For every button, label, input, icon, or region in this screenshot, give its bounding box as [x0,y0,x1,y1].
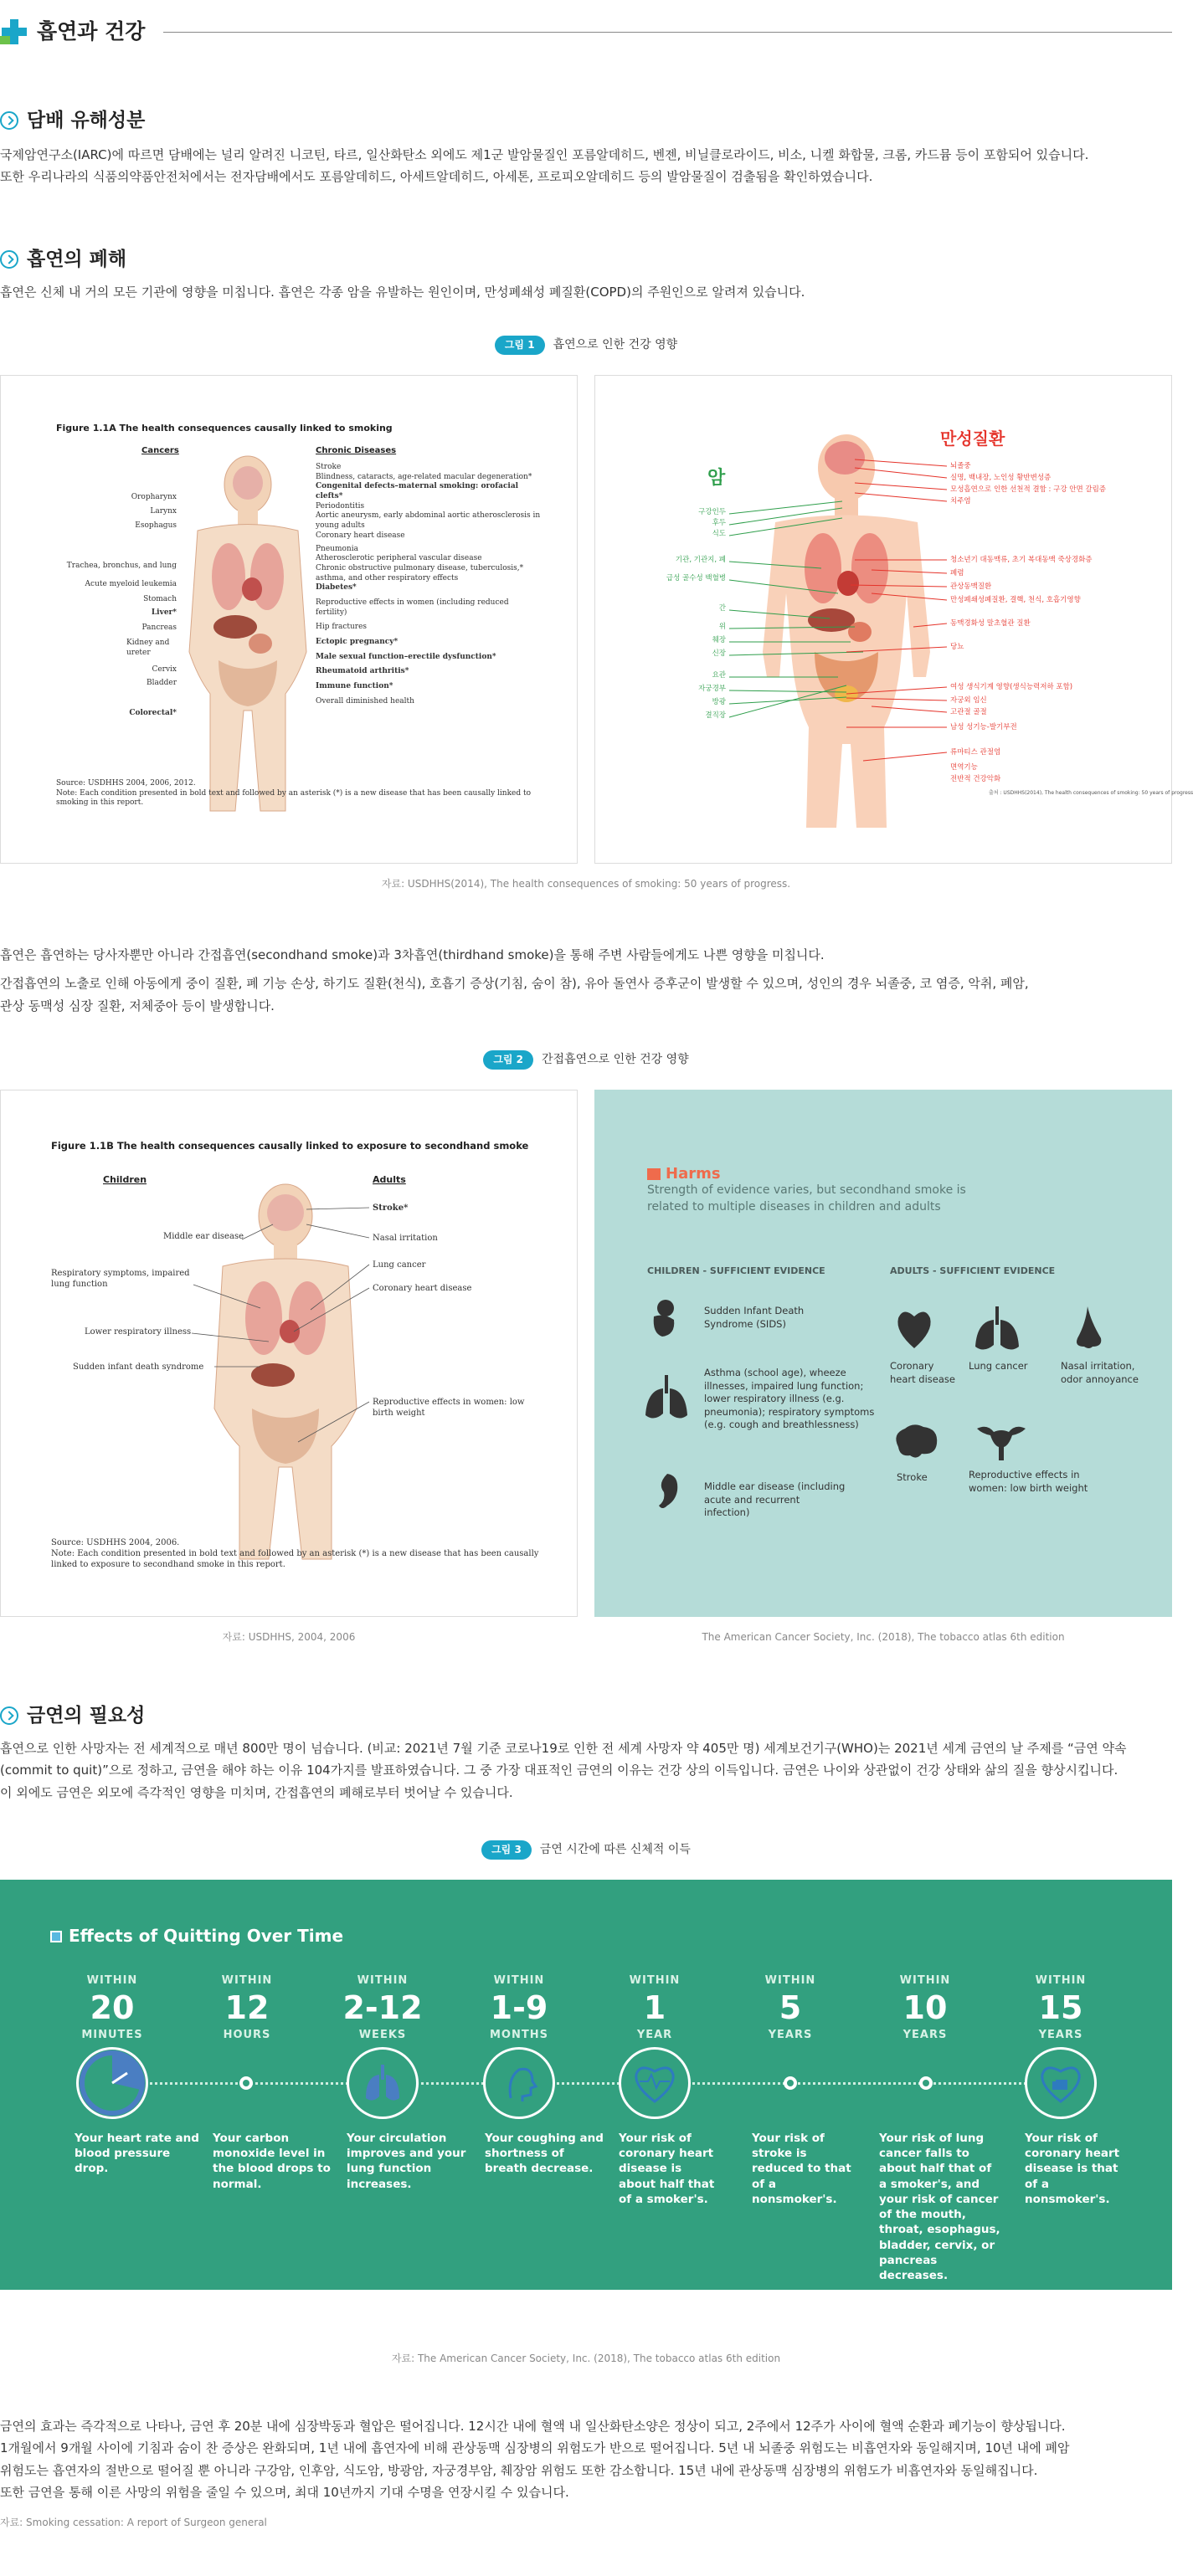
chronic-item: 관상동맥질환 [950,582,992,591]
cancer-label: Bladder [146,679,177,687]
step-within: WITHIN [1035,1974,1087,1987]
step-within: WITHIN [221,1974,273,1987]
disease-label: Immune function* [316,682,393,691]
chronic-item: 남성 성기능-발기부전 [950,723,1017,731]
step-number: 15 [1038,1988,1083,2026]
heart-pulse-icon [619,2047,691,2119]
figure-badge: 그림 1 [495,336,545,355]
cancer-item: 간 [718,604,726,613]
child-condition: Middle ear disease [162,1232,244,1241]
column-header-cancers: Cancers [141,446,179,455]
timeline-step [49,1972,175,2045]
body-line: 위험도는 흡연자의 절반으로 떨어질 뿐 아니라 구강암, 인후암, 식도암, 방광암, 자궁경부암, 췌장암 위험도 또한 감소합니다. 15년 내에 관상동맥 심장병의 위험도가 비흡연자와 동일해집니다. [0,2462,1038,2478]
chronic-diseases-list [316,463,542,706]
column-header-chronic: Chronic Diseases [316,446,397,455]
lungs-icon [644,1373,689,1424]
nose-icon [1072,1305,1106,1352]
column-header-adults: Adults [373,1174,406,1185]
figure3-caption [0,1840,1172,1860]
disease-label: Reproductive effects in women (including reduced fertility) [316,598,509,617]
disease-label: Male sexual function–erectile dysfunction* [316,652,496,661]
header-divider [163,32,1172,33]
children-item: Middle ear disease (including acute and recurrent infection) [704,1480,846,1519]
body-line: 1개월에서 9개월 사이에 기침과 숨이 찬 증상은 완화되며, 1년 내에 흡연자에 비해 관상동맥 심장병의 위험도가 반으로 떨어집니다. 5년 내 뇌졸중 위험도는 비흡연자와 동일해지며, 10년 내에 폐암 [0,2440,1070,2456]
body-line: 이 외에도 금연은 외모에 즉각적인 영향을 미치며, 간접흡연의 폐해로부터 벗어날 수 있습니다. [0,1784,513,1800]
disease-label: Blindness, cataracts, age-related macular degeneration* [316,472,532,481]
figure-caption-text: 흡연으로 인한 건강 영향 [553,338,678,352]
disease-label: Stroke [316,463,342,471]
body-line: 또한 우리나라의 식품의약품안전처에서는 전자담배에서도 포름알데히드, 아세트알데히드, 아세톤, 프로피오알데히드 등의 발암물질이 검출됨을 확인하였습니다. [0,169,873,185]
step-description: Your risk of coronary heart disease is about half that of a smoker's. [619,2132,715,2206]
heart-thumbs-up-icon [1025,2047,1097,2119]
chevron-right-icon [0,250,18,269]
adult-condition: Stroke* [373,1203,409,1213]
section1-body [0,144,1172,188]
disease-label: Rheumatoid arthritis* [316,667,409,676]
child-condition: Lower respiratory illness [85,1327,192,1337]
quitting-effects-paragraph [0,2415,1172,2503]
section2-intro [0,281,1172,303]
timeline-step [184,1972,310,2045]
cancer-item: 요관 [712,671,726,680]
chronic-item: 청소년기 대동맥류, 초기 복대동맥 죽상경화증 [950,556,1093,564]
chronic-item: 전반적 건강악화 [950,775,1001,783]
chronic-item: 폐렴 [950,569,964,577]
chronic-item: 자궁외 임신 [950,696,987,705]
step-unit: YEARS [768,2028,813,2041]
section-title-smoking-harm [0,243,126,276]
figure2-left-panel [0,1090,578,1617]
step-description: Your coughing and shortness of breath decrease. [485,2132,604,2176]
cancer-label: Pancreas [141,623,177,632]
figure2-source-right: The American Cancer Society, Inc. (2018), The tobacco atlas 6th edition [702,1631,1065,1643]
chronic-item: 당뇨 [950,643,964,651]
disease-label: Periodontitis [316,501,365,511]
label-cancer: 암 [707,468,726,489]
chronic-item: 동맥경화성 말초혈관 질환 [950,619,1031,628]
cancer-item: 기관, 기관지, 폐 [675,556,726,564]
column-header-children: Children [103,1174,147,1185]
figure-caption-text: 금연 시간에 따른 신체적 이득 [539,1843,691,1856]
step-number: 2-12 [342,1988,423,2026]
cancer-item: 급성 골수성 백혈병 [666,574,726,582]
body-illustration-korean [763,434,930,828]
adult-condition: Lung cancer [373,1260,426,1270]
child-condition: Respiratory symptoms, impaired lung function [51,1269,190,1289]
label-chronic: 만성질환 [940,428,1005,449]
body-line: 국제암연구소(IARC)에 따르면 담배에는 널리 알려진 니코틴, 타르, 일산화탄소 외에도 제1군 발암물질인 포름알데히드, 벤젠, 비닐클로라이드, 비소, 니켈 화합물, 크롬, 카드뮴 등이 포함되어 있습니다. [0,147,1089,162]
figure1-left-panel [0,375,578,864]
figure-badge: 그림 3 [481,1840,532,1860]
clock-icon [76,2047,148,2119]
cancer-item: 결직장 [705,711,726,720]
adult-item: Nasal irritation, odor annoyance [1061,1360,1139,1385]
infographic-title-text: Effects of Quitting Over Time [69,1926,344,1946]
adult-item: Stroke [897,1471,928,1483]
disease-label: Congenital defects–maternal smoking: orofacial clefts* [316,482,519,501]
body-illustration [189,456,306,811]
disease-label: Chronic obstructive pulmonary disease, tuberculosis,* asthma, and other respiratory effects [316,563,524,582]
figure1-caption [0,335,1172,356]
step-within: WITHIN [629,1974,681,1987]
cancer-label: Larynx [150,507,177,516]
harms-title: Harms [666,1165,721,1183]
step-unit: YEARS [1038,2028,1083,2041]
cancer-label: Liver* [151,608,177,617]
figure-title: Figure 1.1A The health consequences causally linked to smoking [56,423,393,434]
chevron-right-icon [0,1706,18,1725]
closing-source: 자료: Smoking cessation: A report of Surgeon general [0,2517,267,2528]
adult-item: Reproductive effects in women: low birth weight [969,1469,1088,1494]
step-number: 1-9 [490,1988,548,2026]
infant-icon [647,1298,681,1340]
chronic-item: 류마티스 관절염 [950,748,1001,757]
disease-label: Coronary heart disease [316,531,405,540]
footnote-note: Note: Each condition presented in bold text and followed by an asterisk (*) is a new disease that has been causally linked to exposure to secondhand smoke in this report. [51,1549,539,1569]
footnote-note: Note: Each condition presented in bold text and followed by an asterisk (*) is a new disease that has been causally linked to smoking in this report. [56,788,532,808]
cancer-label: Kidney and ureter [126,639,170,657]
cancer-label: Colorectal* [129,709,177,717]
body-line: 흡연은 신체 내 거의 모든 기관에 영향을 미칩니다. 흡연은 각종 암을 유발하는 원인이며, 만성폐쇄성 폐질환(COPD)의 주원인으로 알려져 있습니다. [0,285,805,300]
adult-condition: Coronary heart disease [373,1284,472,1293]
chronic-item: 뇌졸중 [950,462,971,470]
secondhand-smoke-paragraph [0,944,1172,1017]
step-number: 1 [643,1988,666,2026]
body-line: 간접흡연의 노출로 인해 아동에게 중이 질환, 폐 기능 손상, 하기도 질환(천식), 호흡기 증상(기침, 숨이 참), 유아 돌연사 증후군이 발생할 수 있으며, 성인의 경우 뇌졸중, 코 염증, 악취, 폐암, [0,976,1029,992]
chronic-item: 치주염 [950,497,971,505]
step-unit: MONTHS [490,2028,548,2041]
adults-evidence-heading: ADULTS - SUFFICIENT EVIDENCE [890,1265,1056,1276]
body-line: 관상 동맥성 심장 질환, 저체중아 등이 발생합니다. [0,998,275,1013]
disease-label: Ectopic pregnancy* [316,638,399,646]
section3-body [0,1737,1172,1804]
cancer-item: 식도 [712,530,726,538]
page-header [0,15,1172,49]
disease-label: Atherosclerotic peripheral vascular disease [316,554,482,563]
figure-badge: 그림 2 [483,1050,533,1070]
chronic-item: 여성 생식기계 영향(생식능력저하 포함) [950,683,1073,691]
timeline-step [728,1972,853,2045]
footnote-source: Source: USDHHS 2004, 2006. [51,1538,180,1547]
timeline-dot [919,2076,933,2090]
chronic-item: 고관절 골절 [950,708,987,716]
chevron-right-icon [0,111,18,130]
lung-cancer-icon [974,1305,1021,1352]
chart-icon [50,1931,62,1942]
step-unit: WEEKS [358,2028,407,2041]
cancer-item: 자궁경부 [698,685,726,693]
figure1-right-panel [594,375,1193,864]
timeline-step [998,1972,1124,2045]
children-evidence-heading: CHILDREN - SUFFICIENT EVIDENCE [647,1265,825,1276]
harms-icon [647,1168,661,1180]
section-heading: 금연의 필요성 [27,1705,146,1727]
figure2-caption [0,1049,1172,1070]
chronic-item: 모성흡연으로 인한 선천적 결함 : 구강 안면 갈림증 [950,485,1106,494]
child-condition: Sudden infant death syndrome [73,1362,204,1372]
cancer-label: Stomach [143,595,177,603]
cancer-item: 방광 [712,698,726,706]
page-title: 흡연과 건강 [37,19,146,44]
step-description: Your heart rate and blood pressure drop. [75,2132,199,2176]
footnote-source: Source: USDHHS 2004, 2006, 2012. [56,779,196,788]
step-number: 20 [90,1988,135,2026]
timeline-step [456,1972,582,2045]
figure2-right-panel [594,1090,1172,1617]
figure1-source: 자료: USDHHS(2014), The health consequences of smoking: 50 years of progress. [381,878,791,890]
section-heading: 흡연의 폐해 [27,249,127,270]
figure2-left-footnote [51,1537,545,1570]
chronic-item: 실명, 백내장, 노인성 황반변성증 [950,474,1052,482]
step-description: Your circulation improves and your lung function increases. [347,2132,466,2191]
cancer-label: Cervix [152,665,177,674]
timeline-step [862,1972,988,2045]
step-number: 12 [224,1988,270,2026]
effects-of-quitting-infographic [0,1880,1172,2290]
body-line: 또한 금연을 통해 이른 사망의 위험을 줄일 수 있으며, 최대 10년까지 기대 수명을 연장시킬 수 있습니다. [0,2484,569,2500]
adult-item: Lung cancer [969,1360,1028,1372]
step-description: Your risk of coronary heart disease is that of a nonsmoker's. [1025,2132,1120,2206]
step-unit: MINUTES [81,2028,143,2041]
disease-label: Aortic aneurysm, early abdominal aortic atherosclerosis in young adults [316,511,541,531]
cancer-label: Oropharynx [131,493,177,501]
health-cross-icon [0,18,28,46]
step-within: WITHIN [764,1974,816,1987]
breathing-person-icon [483,2047,555,2119]
cancer-item: 구강인두 [698,508,726,516]
figure2-source-left: 자료: USDHHS, 2004, 2006 [222,1631,356,1643]
body-line: 금연의 효과는 즉각적으로 나타나, 금연 후 20분 내에 심장박동과 혈압은 떨어집니다. 12시간 내에 혈액 내 일산화탄소양은 정상이 되고, 2주에서 12주가 사이에 혈액 순환과 폐기능이 향상됩니다. [0,2419,1066,2434]
harms-subtitle: Strength of evidence varies, but secondhand smoke is related to multiple diseases in children and adults [647,1183,966,1214]
figure3-source: 자료: The American Cancer Society, Inc. (2018), The tobacco atlas 6th edition [391,2353,781,2364]
timeline-step [320,1972,445,2045]
step-unit: YEAR [636,2028,673,2041]
chronic-item: 만성폐쇄성폐질환, 결핵, 천식, 호흡기영향 [950,596,1081,604]
step-within: WITHIN [899,1974,951,1987]
adult-condition: Nasal irritation [373,1234,438,1243]
step-within: WITHIN [86,1974,138,1987]
step-within: WITHIN [357,1974,409,1987]
disease-label: Overall diminished health [316,696,414,706]
figure1-left-footnote [56,779,542,808]
step-description: Your risk of stroke is reduced to that of a nonsmoker's. [752,2132,851,2206]
section-title-harmful-ingredients [0,104,145,137]
step-within: WITHIN [493,1974,545,1987]
step-unit: YEARS [902,2028,948,2041]
cancer-item: 후두 [712,519,726,527]
adult-item: Coronary heart disease [890,1360,955,1385]
figure-title: Figure 1.1B The health consequences causally linked to exposure to secondhand smoke [51,1140,529,1152]
brain-icon [892,1422,942,1462]
adult-condition: Reproductive effects in women: low birth weight [373,1398,525,1418]
cancer-item: 췌장 [712,636,726,644]
timeline-step [592,1972,717,2045]
children-item: Asthma (school age), wheeze illnesses, impaired lung function; lower respiratory illness (e.g. pneumonia); respiratory symptoms (e.g. cough and breathlessness) [704,1367,875,1431]
body-line: 흡연으로 인한 사망자는 전 세계적으로 매년 800만 명이 넘습니다. (비교: 2021년 7월 기준 코로나19로 인한 전 세계 사망자 약 405만 명) 세계보건기구(WHO)는 2021년 세계 금연의 날 주제를 “금연 약속 [0,1741,1127,1756]
figure1-right-footnote: 출처 : USDHHS(2014), The health consequences of smoking: 50 years of progress [989,790,1193,796]
cancer-item: 신장 [712,649,726,658]
ear-icon [654,1472,679,1514]
children-item: Sudden Infant Death Syndrome (SIDS) [704,1305,805,1330]
uterus-icon [972,1422,1031,1464]
section-heading: 담배 유해성분 [27,110,146,131]
heart-icon [893,1305,935,1352]
disease-label: Diabetes* [316,583,357,593]
cancer-item: 위 [718,623,726,631]
chronic-item: 면역기능 [950,763,978,772]
step-number: 10 [902,1988,948,2026]
step-number: 5 [779,1988,802,2026]
body-line: 흡연은 흡연하는 당사자뿐만 아니라 간접흡연(secondhand smoke)과 3차흡연(thirdhand smoke)을 통해 주변 사람들에게도 나쁜 영향을 미칩니다. [0,947,825,962]
disease-label: Pneumonia [316,544,358,553]
figure-caption-text: 간접흡연으로 인한 건강 영향 [542,1053,689,1066]
step-unit: HOURS [223,2028,271,2041]
cancer-label: Acute myeloid leukemia [85,580,177,588]
timeline-dot [239,2076,253,2090]
timeline-dot [784,2076,797,2090]
cancer-label: Esophagus [135,521,177,530]
infographic-title [50,1922,343,1951]
body-line: (commit to quit)”으로 정하고, 금연을 해야 하는 이유 104가지를 발표하였습니다. 그 중 가장 대표적인 금연의 이유는 건강 상의 이득입니다. 금연은 나이와 상관없이 건강 상태와 삶의 질을 향상시킵니다. [0,1763,1118,1778]
disease-label: Hip fractures [316,623,368,632]
lungs-icon [347,2047,419,2119]
cancer-label: Trachea, bronchus, and lung [66,562,177,570]
step-description: Your risk of lung cancer falls to about half that of a smoker's, and your risk of cancer of the mouth, throat, esophagus, bladder, cervix, or pancreas decreases. [879,2132,1000,2282]
section-title-need-to-quit [0,1699,145,1732]
step-description: Your carbon monoxide level in the blood drops to normal. [213,2132,331,2191]
